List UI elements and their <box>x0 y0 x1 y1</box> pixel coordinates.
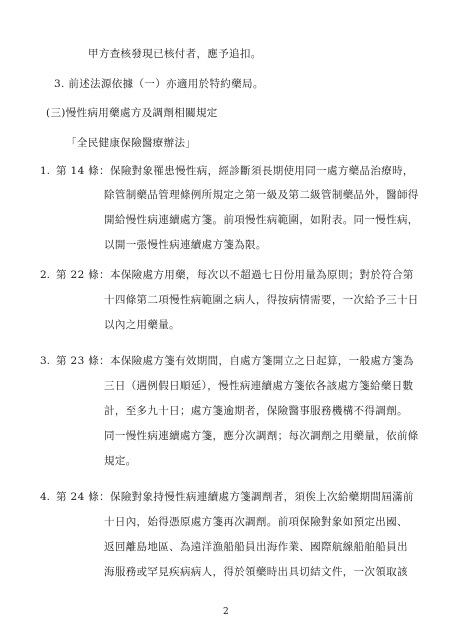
article-line: 第 24 條：保險對象持慢性病連續處方箋調劑者，須俟上次給藥期間屆滿前 <box>56 491 414 503</box>
article-line: 除管制藥品管理條例所規定之第一級及第二級管制藥品外，醫師得 <box>104 189 419 201</box>
section-heading: (三)慢性病用藥處方及調劑相關規定 <box>46 107 218 119</box>
article-line: 海服務或罕見疾病病人，得於領藥時出具切結文件，一次領取該 <box>104 566 408 578</box>
article-line: 以內之用藥量。 <box>104 319 180 331</box>
article-number: 3. <box>40 355 51 367</box>
article-line: 十日內，始得憑原處方箋再次調劑。前項保險對象如預定出國、 <box>104 516 408 528</box>
article-number: 1. <box>40 165 51 177</box>
article-line: 第 14 條：保險對象罹患慢性病，經診斷須長期使用同一處方藥品治療時， <box>56 165 414 177</box>
article-line: 返回離島地區、為遠洋漁船船員出海作業、國際航線船舶船員出 <box>104 541 408 553</box>
article-line: 以開一張慢性病連續處方箋為限。 <box>104 239 267 251</box>
regulation-title: 「全民健康保險醫療辦法」 <box>66 137 197 149</box>
article-line: 第 22 條：本保險處方用藥，每次以不超過七日份用量為原則；對於符合第 <box>56 269 414 281</box>
continuation-line: 甲方查核發現已核付者，應予追扣。 <box>88 48 262 60</box>
article-line: 規定。 <box>104 455 137 467</box>
article-number: 2. <box>40 269 51 281</box>
article-line: 第 23 條：本保險處方箋有效期間，自處方箋開立之日起算，一般處方箋為 <box>56 355 414 367</box>
article-line: 計，至多九十日；處方箋逾期者，保險醫事服務機構不得調劑。 <box>104 405 408 417</box>
article-line: 開給慢性病連續處方箋。前項慢性病範圍，如附表。同一慢性病， <box>104 214 419 226</box>
item-3-line: 3. 前述法源依據（一）亦適用於特約藥局。 <box>54 78 264 90</box>
article-line: 同一慢性病連續處方箋，應分次調劑；每次調劑之用藥量，依前條 <box>104 430 419 442</box>
article-number: 4. <box>40 491 51 503</box>
article-line: 十四條第二項慢性病範圍之病人，得按病情需要，一次給予三十日 <box>104 294 419 306</box>
article-line: 三日（遇例假日順延），慢性病連續處方箋依各該處方箋給藥日數 <box>104 380 414 392</box>
page-number: 2 <box>223 607 229 617</box>
